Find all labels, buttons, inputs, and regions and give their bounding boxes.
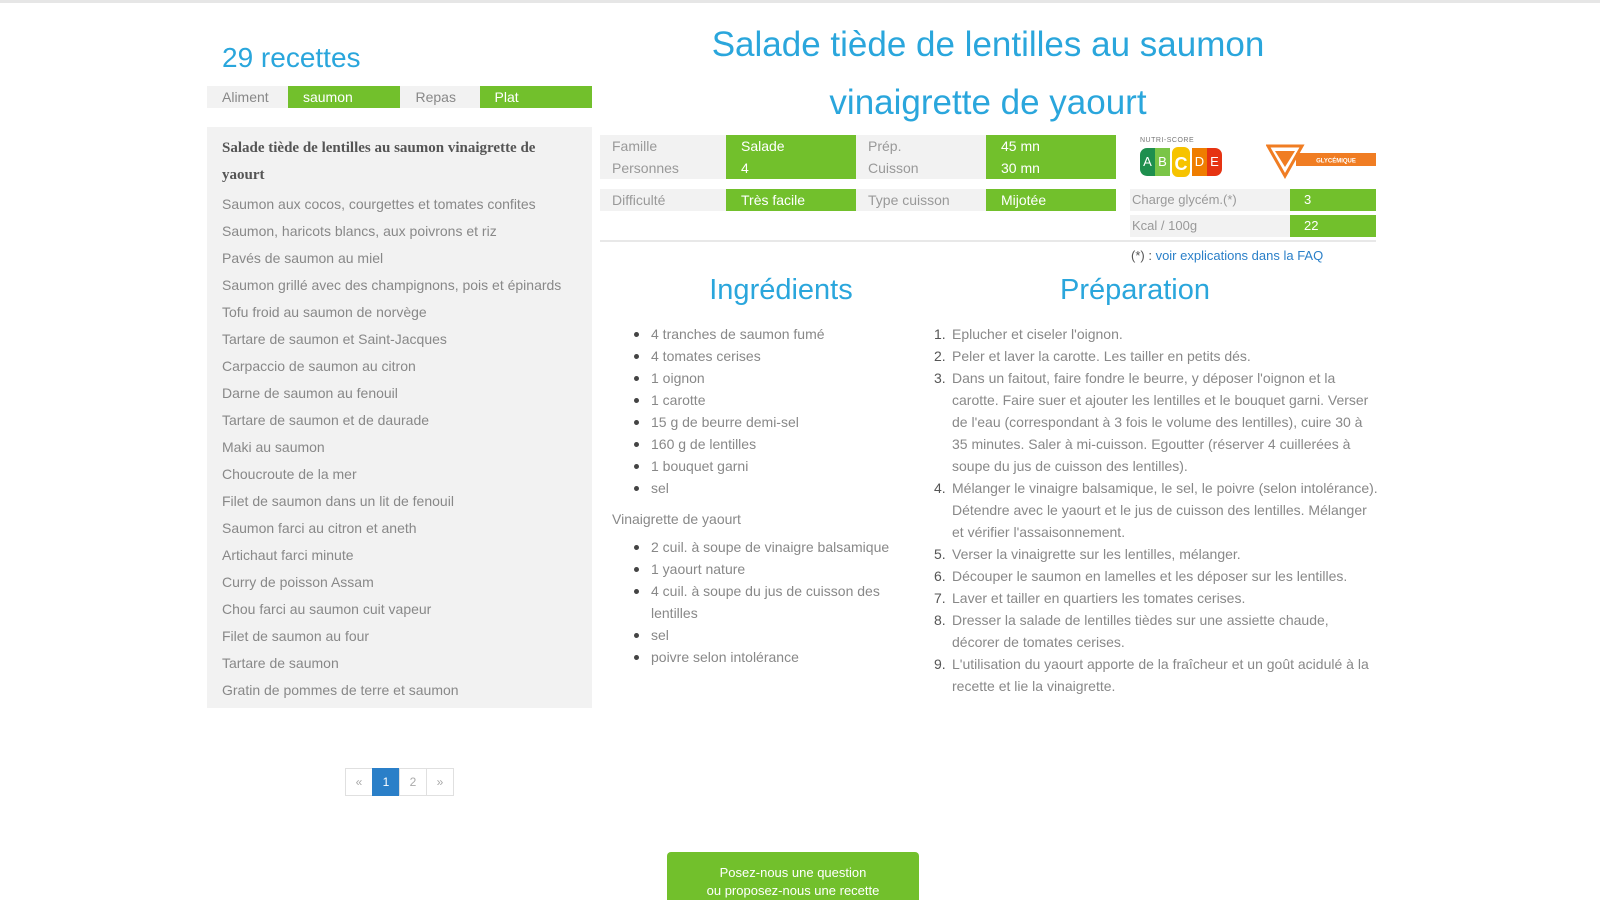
recipe-link[interactable]: Filet de saumon au four xyxy=(222,628,370,644)
preparation-step: 1. Eplucher et ciseler l'oignon. xyxy=(934,326,1123,342)
personnes-value: 4 xyxy=(741,160,749,176)
ingredient-item: 160 g de lentilles xyxy=(634,433,912,455)
vinaigrette-subheading: Vinaigrette de yaourt xyxy=(612,511,741,527)
recipe-link-active[interactable]: Salade tiède de lentilles au saumon vinaigrette de yaourt xyxy=(222,140,536,183)
glycemic-badge xyxy=(1266,143,1378,179)
famille-label: Famille xyxy=(612,138,658,154)
nutriscore-letter-c: C xyxy=(1170,145,1192,179)
ingredient-item: sel xyxy=(634,477,912,499)
preparation-step: 4. Mélanger le vinaigre balsamique, le sel, le poivre (selon intolérance). Détendre avec le yaourt et le jus de cuisson des lentilles. Mélanger et vérifier l'assaisonnement. xyxy=(934,480,1378,540)
prep-label: Prép. xyxy=(868,138,902,154)
cuisson-label: Cuisson xyxy=(868,160,919,176)
info-values-prep-cuisson xyxy=(986,135,1116,179)
recipe-link[interactable]: Saumon grillé avec des champignons, pois et épinards xyxy=(222,277,562,293)
ingredient-item: poivre selon intolérance xyxy=(634,646,912,668)
ingredients-list xyxy=(634,323,912,499)
ingredients-heading: Ingrédients xyxy=(709,274,853,306)
glycemic-funnel-icon xyxy=(1266,143,1378,179)
preparation-heading: Préparation xyxy=(1060,274,1210,306)
nutriscore-letter-b: B xyxy=(1155,148,1170,176)
info-labels-famille-personnes xyxy=(600,135,726,179)
ingredients-section xyxy=(612,274,912,668)
recipe-link[interactable]: Gratin de pommes de terre et saumon xyxy=(222,682,459,698)
recipe-title-line-2: vinaigrette de yaourt xyxy=(829,83,1147,122)
preparation-step: 5. Verser la vinaigrette sur les lentilles, mélanger. xyxy=(934,546,1241,562)
kcal-label: Kcal / 100g xyxy=(1130,215,1290,237)
nutriscore-letter-a: A xyxy=(1140,148,1155,176)
charge-glycemique-label: Charge glycém.(*) xyxy=(1130,189,1290,211)
nutrition-rows xyxy=(1130,189,1376,241)
vinaigrette-list xyxy=(634,536,912,668)
recipe-title-line-1: Salade tiède de lentilles au saumon xyxy=(711,25,1265,64)
preparation-step: 3. Dans un faitout, faire fondre le beurre, y déposer l'oignon et la carotte. Faire suer et ajouter les lentilles et le bouquet garni. Verser de l'eau (correspondant à 3 fois le volume des lentilles), cuire 30 à 35 minutes. Saler à mi-cuisson. Egoutter (réserver 4 cuillerées à soupe du jus de cuisson des lentilles). xyxy=(934,370,1369,474)
recipe-link[interactable]: Tofu froid au saumon de norvège xyxy=(222,304,427,320)
preparation-step: 9. L'utilisation du yaourt apporte de la fraîcheur et un goût acidulé à la recette et lie la vinaigrette. xyxy=(934,656,1369,694)
preparation-steps xyxy=(930,323,1380,697)
faq-prefix: (*) : xyxy=(1131,248,1156,263)
pagination xyxy=(346,768,454,796)
difficulte-value: Très facile xyxy=(726,189,856,211)
nutriscore-badge xyxy=(1140,137,1234,181)
pagination-page-2[interactable]: 2 xyxy=(399,768,427,796)
recipe-link[interactable]: Chou farci au saumon cuit vapeur xyxy=(222,601,432,617)
recipe-link[interactable]: Saumon, haricots blancs, aux poivrons et riz xyxy=(222,223,497,239)
personnes-label: Personnes xyxy=(612,160,679,176)
filter-bar xyxy=(207,86,592,108)
glycemic-badge-text: GLYCÉMIQUE xyxy=(1316,158,1356,165)
nutriscore-letter-e: E xyxy=(1207,148,1222,176)
kcal-value: 22 xyxy=(1290,215,1376,237)
ingredient-item: 2 cuil. à soupe de vinaigre balsamique xyxy=(634,536,912,558)
recipe-link[interactable]: Carpaccio de saumon au citron xyxy=(222,358,416,374)
preparation-step: 8. Dresser la salade de lentilles tièdes sur une assiette chaude, décorer de tomates cerises. xyxy=(934,612,1329,650)
filter-label-aliment: Aliment xyxy=(207,86,288,108)
recipe-list xyxy=(207,127,592,708)
recipe-link[interactable]: Saumon farci au citron et aneth xyxy=(222,520,417,536)
recipe-link[interactable]: Saumon aux cocos, courgettes et tomates confites xyxy=(222,196,536,212)
ingredient-item: sel xyxy=(634,624,912,646)
recipe-link[interactable]: Darne de saumon au fenouil xyxy=(222,385,398,401)
pagination-next-button[interactable]: » xyxy=(426,768,454,796)
charge-glycemique-value: 3 xyxy=(1290,189,1376,211)
info-row-1 xyxy=(600,135,1375,179)
ingredient-item: 1 oignon xyxy=(634,367,912,389)
recipe-sidebar xyxy=(207,30,592,708)
filter-value-aliment[interactable]: saumon xyxy=(288,86,401,108)
prep-value: 45 mn xyxy=(1001,138,1040,154)
recipe-link[interactable]: Tartare de saumon et Saint-Jacques xyxy=(222,331,447,347)
ask-question-line-1: Posez-nous une question xyxy=(719,865,867,880)
faq-link[interactable]: voir explications dans la FAQ xyxy=(1155,248,1324,263)
recipe-link[interactable]: Tartare de saumon xyxy=(222,655,339,671)
info-values-famille-personnes xyxy=(726,135,856,179)
preparation-step: 6. Découper le saumon en lamelles et les déposer sur les lentilles. xyxy=(934,568,1348,584)
nutriscore-label: NUTRI-SCORE xyxy=(1140,137,1195,144)
filter-label-repas: Repas xyxy=(400,86,479,108)
info-labels-prep-cuisson xyxy=(856,135,986,179)
ingredient-item: 15 g de beurre demi-sel xyxy=(634,411,912,433)
pagination-page-1[interactable]: 1 xyxy=(372,768,400,796)
recipe-title xyxy=(600,16,1376,132)
recipe-link[interactable]: Filet de saumon dans un lit de fenouil xyxy=(222,493,454,509)
ingredient-item: 1 bouquet garni xyxy=(634,455,912,477)
type-cuisson-value: Mijotée xyxy=(986,189,1116,211)
recipe-count: 29 recettes xyxy=(222,42,361,73)
kcal-row xyxy=(1130,215,1376,237)
ingredient-item: 1 carotte xyxy=(634,389,912,411)
ask-question-line-2: ou proposez-nous une recette xyxy=(706,883,880,898)
pagination-prev-button[interactable]: « xyxy=(345,768,373,796)
ingredient-item: 4 tomates cerises xyxy=(634,345,912,367)
famille-value: Salade xyxy=(741,138,785,154)
recipe-link[interactable]: Maki au saumon xyxy=(222,439,325,455)
ingredient-item: 4 cuil. à soupe du jus de cuisson des lentilles xyxy=(634,580,912,624)
recipe-link[interactable]: Curry de poisson Assam xyxy=(222,574,374,590)
nutriscore-scale xyxy=(1140,146,1234,178)
cuisson-value: 30 mn xyxy=(1001,160,1040,176)
top-border xyxy=(0,0,1600,3)
preparation-step: 7. Laver et tailler en quartiers les tomates cerises. xyxy=(934,590,1246,606)
recipe-link[interactable]: Choucroute de la mer xyxy=(222,466,357,482)
ingredient-item: 4 tranches de saumon fumé xyxy=(634,323,912,345)
ingredient-item: 1 yaourt nature xyxy=(634,558,912,580)
preparation-section xyxy=(930,274,1380,697)
charge-glycemique-row xyxy=(1130,189,1376,211)
ask-question-button[interactable] xyxy=(667,852,919,900)
recipe-link[interactable]: Pavés de saumon au miel xyxy=(222,250,384,266)
info-separator xyxy=(600,240,1376,242)
faq-note xyxy=(1131,248,1323,263)
difficulte-label: Difficulté xyxy=(600,189,726,211)
preparation-step: 2. Peler et laver la carotte. Les tailler en petits dés. xyxy=(934,348,1251,364)
recipe-link[interactable]: Artichaut farci minute xyxy=(222,547,354,563)
filter-value-repas[interactable]: Plat xyxy=(480,86,593,108)
nutriscore-letter-d: D xyxy=(1192,148,1207,176)
recipe-link[interactable]: Tartare de saumon et de daurade xyxy=(222,412,430,428)
type-cuisson-label: Type cuisson xyxy=(856,189,986,211)
